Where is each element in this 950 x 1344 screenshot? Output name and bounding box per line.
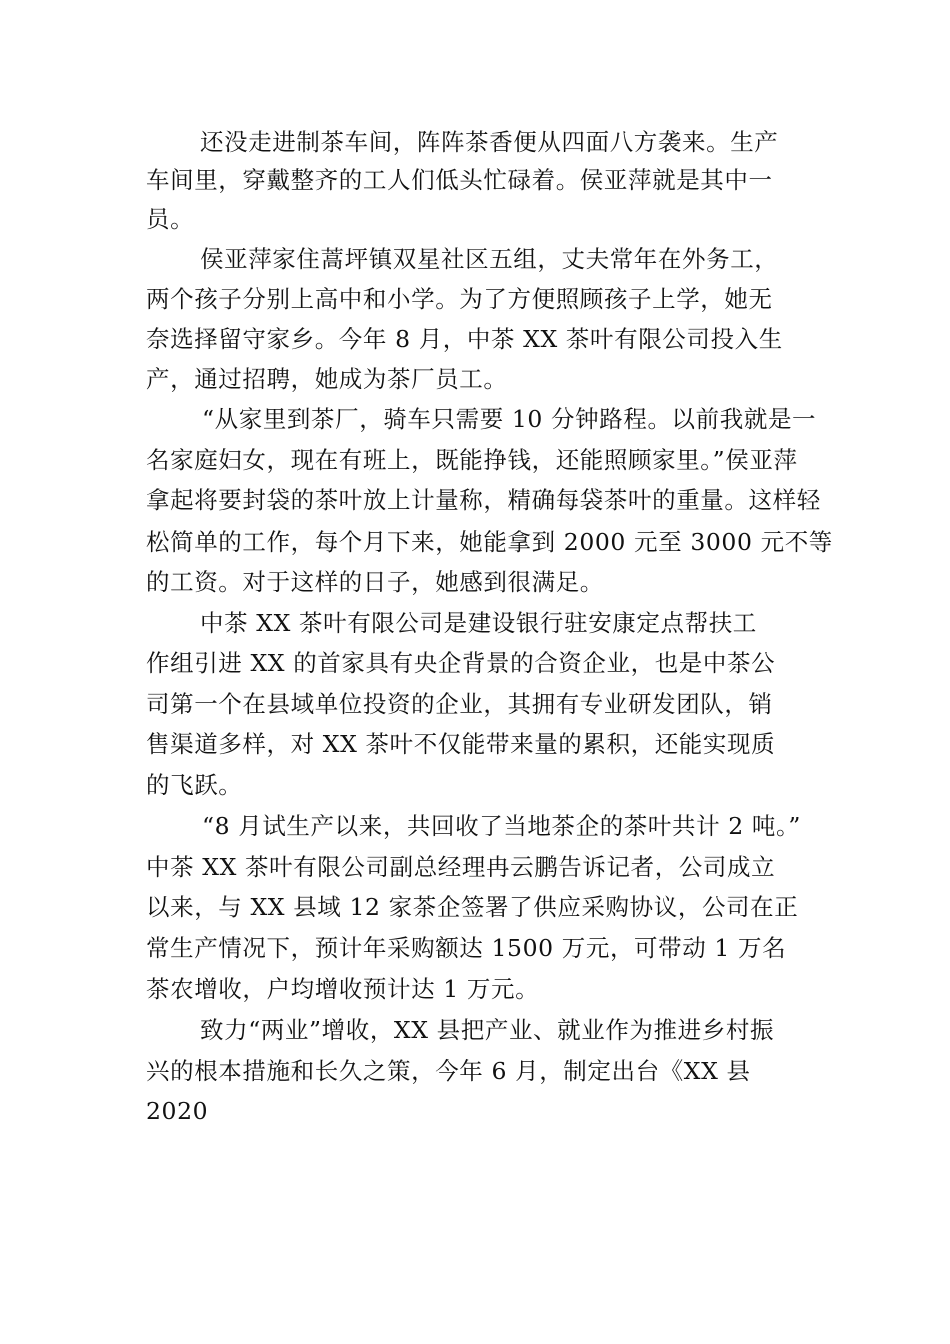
text-line-13: 中茶 XX 茶叶有限公司是建设银行驻安康定点帮扶工 (200, 609, 757, 637)
text-line-22: 茶农增收，户均增收预计达 1 万元。 (146, 975, 540, 1003)
text-line-15: 司第一个在县域单位投资的企业，其拥有专业研发团队，销 (146, 690, 773, 718)
text-line-10: 拿起将要封袋的茶叶放上计量称，精确每袋茶叶的重量。这样轻 (146, 486, 821, 514)
text-line-12: 的工资。对于这样的日子，她感到很满足。 (146, 568, 604, 596)
text-line-21: 常生产情况下，预计年采购额达 1500 万元，可带动 1 万名 (146, 934, 787, 962)
text-line-1: 还没走进制茶车间，阵阵茶香便从四面八方袭来。生产 (200, 128, 779, 156)
text-line-24: 兴的根本措施和长久之策，今年 6 月，制定出台《XX 县 (146, 1057, 751, 1085)
text-line-9: 名家庭妇女，现在有班上，既能挣钱，还能照顾家里。”侯亚萍 (146, 446, 798, 474)
text-line-25: 2020 (146, 1097, 209, 1125)
text-line-16: 售渠道多样，对 XX 茶叶不仅能带来量的累积，还能实现质 (146, 730, 776, 758)
text-line-11: 松简单的工作，每个月下来，她能拿到 2000 元至 3000 元不等 (146, 528, 833, 556)
text-line-5: 两个孩子分别上高中和小学。为了方便照顾孩子上学，她无 (146, 285, 773, 313)
text-line-14: 作组引进 XX 的首家具有央企背景的合资企业，也是中茶公 (146, 649, 776, 677)
text-line-20: 以来，与 XX 县域 12 家茶企签署了供应采购协议，公司在正 (146, 893, 799, 921)
text-line-8: “从家里到茶厂，骑车只需要 10 分钟路程。以前我就是一 (202, 405, 817, 433)
text-line-23: 致力“两业”增收，XX 县把产业、就业作为推进乡村振 (200, 1016, 775, 1044)
text-line-6: 奈选择留守家乡。今年 8 月，中茶 XX 茶叶有限公司投入生 (146, 325, 783, 353)
text-line-18: “8 月试生产以来，共回收了当地茶企的茶叶共计 2 吨。” (202, 812, 801, 840)
text-line-2: 车间里，穿戴整齐的工人们低头忙碌着。侯亚萍就是其中一 (146, 166, 773, 194)
text-line-4: 侯亚萍家住蒿坪镇双星社区五组，丈夫常年在外务工， (200, 245, 779, 273)
text-line-3: 员。 (146, 205, 195, 233)
text-line-19: 中茶 XX 茶叶有限公司副总经理冉云鹏告诉记者，公司成立 (146, 853, 776, 881)
text-line-7: 产，通过招聘，她成为茶厂员工。 (146, 365, 508, 393)
text-line-17: 的飞跃。 (146, 771, 243, 799)
